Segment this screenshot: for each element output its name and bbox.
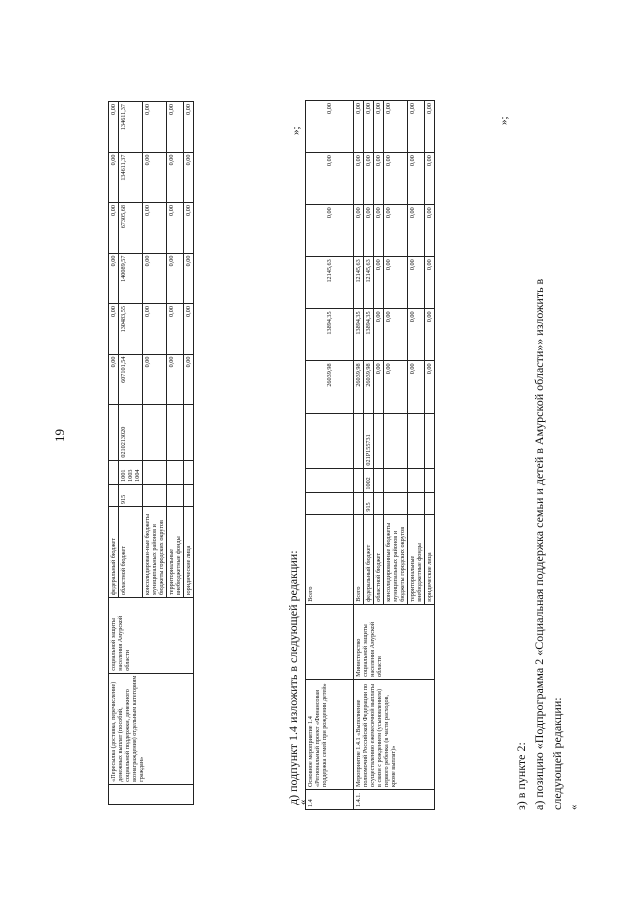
value-cell: 0,00	[109, 102, 119, 153]
grbs-cell	[425, 492, 435, 514]
rzpr-cell	[109, 460, 119, 484]
value-cell: 0,00	[408, 153, 425, 205]
value-cell: 0,00	[408, 101, 425, 153]
value-cell: 0,00	[184, 102, 194, 153]
grbs-cell	[306, 492, 354, 514]
csr-cell	[374, 413, 384, 468]
csr-cell	[354, 413, 364, 468]
value-cell: 13894,35	[354, 309, 364, 361]
measure-name-cell: Основное мероприятие 1.4 «Региональный проект «Финансовая поддержка семей при рождении детей»	[306, 679, 354, 789]
value-cell: 0,00	[408, 361, 425, 413]
value-cell: 0,00	[184, 354, 194, 405]
value-cell: 140089,57	[119, 253, 143, 304]
source-label: территориальные внебюджетные фонды	[408, 514, 425, 604]
grbs-cell	[109, 484, 119, 506]
source-label: федеральный бюджет	[109, 507, 119, 598]
value-cell: 0,00	[354, 153, 364, 205]
value-cell: 26039,98	[364, 361, 374, 413]
value-cell: 0,00	[143, 253, 167, 304]
value-cell: 12145,63	[354, 257, 364, 309]
value-cell: 0,00	[167, 354, 184, 405]
value-cell: 0,00	[167, 203, 184, 254]
value-cell: 0,00	[425, 309, 435, 361]
para-d: д) подпункт 1.4 изложить в следующей редакции:	[286, 550, 300, 805]
value-cell: 0,00	[384, 153, 408, 205]
value-cell: 0,00	[109, 152, 119, 203]
source-label: юридические лица	[425, 514, 435, 604]
rzpr-cell: 1001 1003 1004	[119, 460, 143, 484]
value-cell: 0,00	[306, 205, 354, 257]
value-cell: 0,00	[167, 102, 184, 153]
value-cell: 0,00	[167, 152, 184, 203]
executor-cell	[306, 604, 354, 679]
measure-name-cell: Мероприятие 1.4.1 «Выполнение полномочий Российской Федерации по осуществлению ежемесячной выплаты в связи с рождением (усыновлением) первого ребенка (в части расходов, кроме выплат)»	[354, 679, 435, 789]
value-cell: 0,00	[425, 205, 435, 257]
value-cell: 0,00	[184, 203, 194, 254]
value-cell: 26039,98	[306, 361, 354, 413]
value-cell: 0,00	[384, 361, 408, 413]
value-cell: 0,00	[384, 205, 408, 257]
value-cell: 0,00	[374, 257, 384, 309]
value-cell: 0,00	[364, 205, 374, 257]
rzpr-cell	[167, 460, 184, 484]
value-cell: 0,00	[408, 309, 425, 361]
value-cell: 0,00	[384, 257, 408, 309]
value-cell: 67305,68	[119, 203, 143, 254]
value-cell: 0,00	[167, 304, 184, 355]
row-number-cell: 1.4.1.	[354, 789, 435, 809]
grbs-cell	[384, 492, 408, 514]
value-cell: 13894,35	[306, 309, 354, 361]
grbs-cell: 915	[119, 484, 143, 506]
value-cell: 0,00	[109, 203, 119, 254]
value-cell: 0,00	[109, 304, 119, 355]
value-cell: 0,00	[306, 153, 354, 205]
value-cell: 13894,35	[364, 309, 374, 361]
value-cell: 0,00	[374, 361, 384, 413]
rzpr-cell	[425, 468, 435, 492]
grbs-cell	[374, 492, 384, 514]
value-cell: 26039,98	[354, 361, 364, 413]
source-label: Всего	[354, 514, 364, 604]
value-cell: 0,00	[408, 257, 425, 309]
rzpr-cell	[143, 460, 167, 484]
value-cell: 12145,63	[364, 257, 374, 309]
value-cell: 0,00	[167, 253, 184, 304]
source-label: консолидирован-ные бюджеты муниципальных районов и бюджеты городских округов	[143, 507, 167, 598]
csr-cell	[184, 405, 194, 461]
rzpr-cell	[306, 468, 354, 492]
table-row-1-4	[306, 101, 354, 810]
para-a-continued: следующей редакции:	[550, 697, 564, 810]
grbs-cell: 915	[364, 492, 374, 514]
open-quote: «	[297, 799, 309, 805]
value-cell: 0,00	[306, 101, 354, 153]
value-cell: 0,00	[425, 361, 435, 413]
value-cell: 0,00	[143, 354, 167, 405]
value-cell: 0,00	[425, 257, 435, 309]
rzpr-cell	[354, 468, 364, 492]
table-1-4	[305, 100, 435, 810]
source-label: областной бюджет	[119, 507, 143, 598]
value-cell: 0,00	[374, 205, 384, 257]
source-label: территориальные внебюджетные фонды	[167, 507, 184, 598]
measure-name-cell: «Пересылка (доставка, перечисление) денежных выплат (пособий, социальной поддержки, денежного вознаграждения) отдельным категориям граждан»	[109, 673, 194, 784]
value-cell: 0,00	[425, 101, 435, 153]
value-cell: 0,00	[354, 205, 364, 257]
value-cell: 134611,37	[119, 152, 143, 203]
table1-closing: »;	[290, 126, 302, 135]
value-cell: 0,00	[109, 253, 119, 304]
grbs-cell	[354, 492, 364, 514]
grbs-cell	[184, 484, 194, 506]
csr-cell	[384, 413, 408, 468]
value-cell: 0,00	[184, 253, 194, 304]
source-label: областной бюджет	[374, 514, 384, 604]
row-number-cell	[109, 784, 194, 804]
rzpr-cell	[408, 468, 425, 492]
value-cell: 0,00	[408, 205, 425, 257]
value-cell: 607101,54	[119, 354, 143, 405]
open-quote-2: «	[568, 804, 580, 810]
para-z: з) в пункте 2:	[514, 742, 528, 810]
row-number-cell: 1.4	[306, 789, 354, 809]
value-cell: 0,00	[143, 102, 167, 153]
csr-cell: 021P155731	[364, 413, 374, 468]
executor-cell: социальной защиты населения Амурской области	[109, 597, 194, 673]
rzpr-cell: 1002	[364, 468, 374, 492]
value-cell: 0,00	[384, 101, 408, 153]
value-cell: 0,00	[425, 153, 435, 205]
rzpr-cell	[374, 468, 384, 492]
value-cell: 0,00	[364, 153, 374, 205]
value-cell: 12145,63	[306, 257, 354, 309]
csr-cell	[408, 413, 425, 468]
value-cell: 134611,37	[119, 102, 143, 153]
value-cell: 0,00	[143, 203, 167, 254]
table-row	[109, 102, 119, 805]
csr-cell	[425, 413, 435, 468]
executor-cell: Министерство социальной защиты населения Амурской области	[354, 604, 435, 679]
value-cell: 0,00	[384, 309, 408, 361]
source-label: федеральный бюджет	[364, 514, 374, 604]
rzpr-cell	[184, 460, 194, 484]
page-number: 19	[52, 429, 67, 442]
para-a: а) позицию «Подпрограмма 2 «Социальная поддержка семьи и детей в Амурской области»» изложить в	[532, 278, 546, 810]
csr-cell	[167, 405, 184, 461]
value-cell: 0,00	[184, 152, 194, 203]
value-cell: 0,00	[364, 101, 374, 153]
csr-cell	[143, 405, 167, 461]
table2-closing: »;	[498, 116, 510, 125]
value-cell: 0,00	[143, 304, 167, 355]
value-cell: 0,00	[374, 153, 384, 205]
value-cell: 0,00	[109, 354, 119, 405]
source-label: юридические лица	[184, 507, 194, 598]
table-row	[354, 101, 364, 810]
csr-cell	[109, 405, 119, 461]
grbs-cell	[143, 484, 167, 506]
value-cell: 0,00	[374, 101, 384, 153]
value-cell: 0,00	[184, 304, 194, 355]
table-continuation	[108, 101, 194, 805]
source-label: Всего	[306, 514, 354, 604]
source-label: консолидированные бюджеты муниципальных районов и бюджеты городских округов	[384, 514, 408, 604]
value-cell: 0,00	[354, 101, 364, 153]
value-cell: 130483,55	[119, 304, 143, 355]
grbs-cell	[408, 492, 425, 514]
value-cell: 0,00	[143, 152, 167, 203]
value-cell: 0,00	[374, 309, 384, 361]
grbs-cell	[167, 484, 184, 506]
rzpr-cell	[384, 468, 408, 492]
csr-cell: 0210213020	[119, 405, 143, 461]
csr-cell	[306, 413, 354, 468]
